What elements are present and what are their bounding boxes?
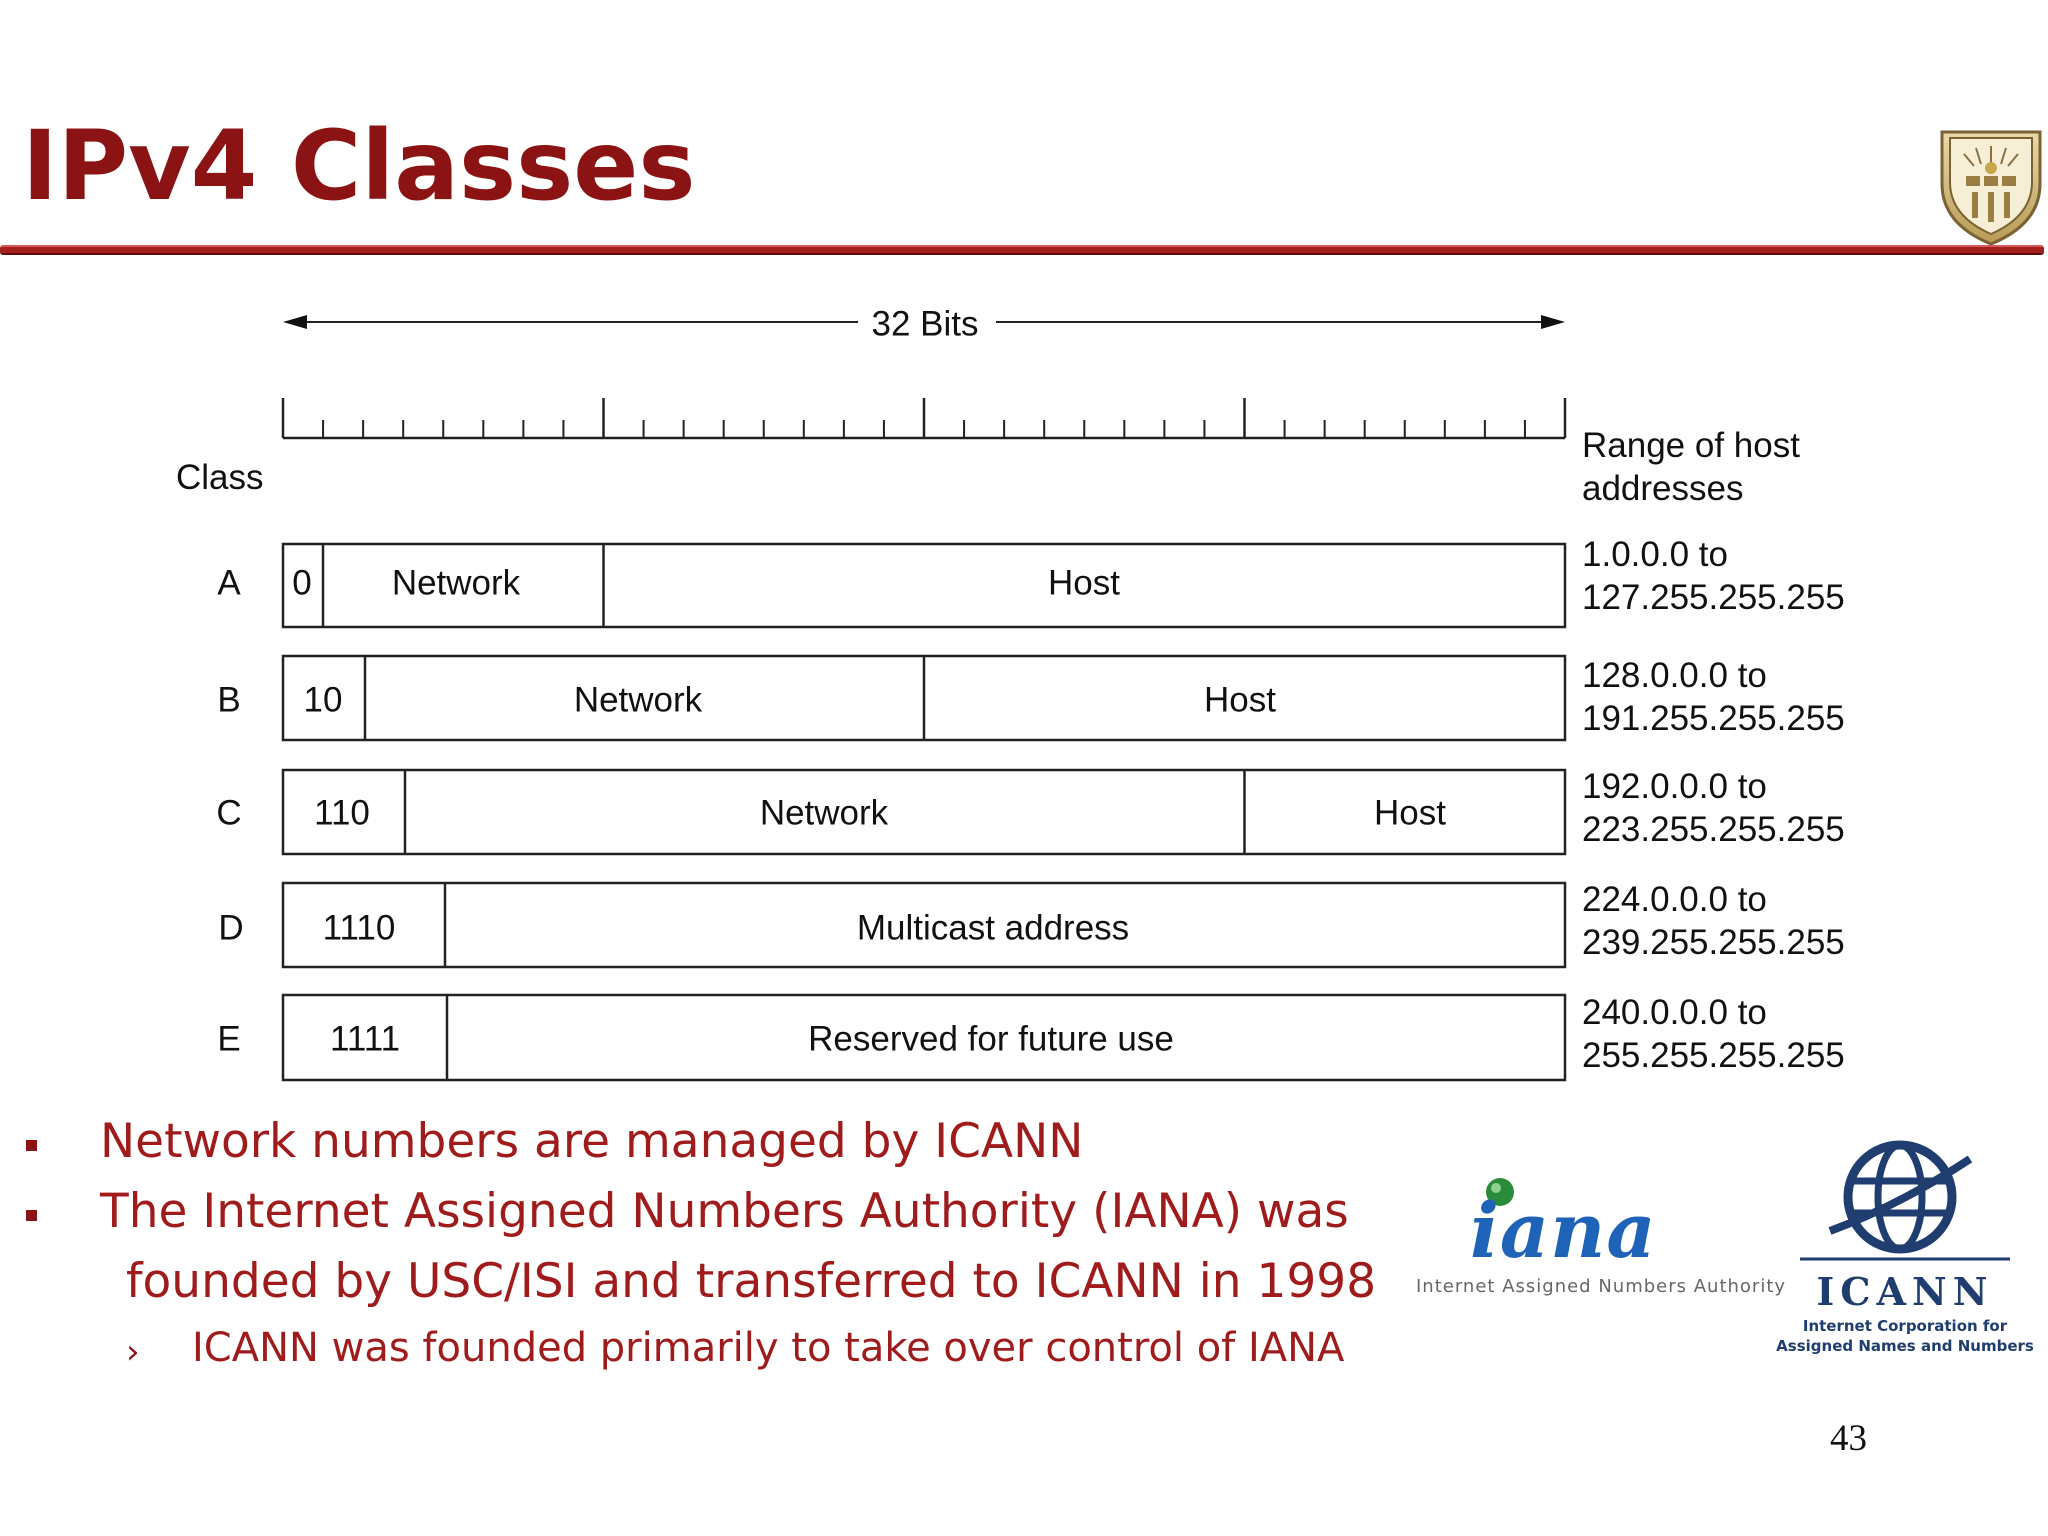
- class-label-c: C: [216, 793, 242, 833]
- sub-bullet-1: ICANN was founded primarily to take over control of IANA: [192, 1325, 1345, 1371]
- class-b-range-start: 128.0.0.0 to: [1582, 656, 1767, 695]
- class-b-range: [1582, 654, 1845, 740]
- arrow-left-head: [283, 315, 307, 329]
- arrow-right-head: [1541, 315, 1565, 329]
- range-header: [1582, 424, 1800, 510]
- icann-logo: [1770, 1135, 2040, 1365]
- bullet-2-continuation: founded by USC/ISI and transferred to ICANN in 1998: [126, 1254, 1377, 1309]
- class-b-range-end: 191.255.255.255: [1582, 699, 1845, 738]
- class-label-e: E: [217, 1019, 241, 1059]
- class-c-range-end: 223.255.255.255: [1582, 810, 1845, 849]
- class-label-d: D: [218, 908, 244, 948]
- class-e-range-start: 240.0.0.0 to: [1582, 993, 1767, 1032]
- iana-wordmark: iana: [1470, 1186, 1657, 1275]
- class-d-range-end: 239.255.255.255: [1582, 923, 1845, 962]
- class-a-range: [1582, 533, 1845, 619]
- page-number: 43: [1830, 1418, 1867, 1459]
- class-c-range: [1582, 765, 1845, 851]
- class-d-multicast-field: Multicast address: [856, 908, 1130, 948]
- class-e-range: [1582, 991, 1845, 1077]
- class-b-network-field: Network: [573, 680, 703, 720]
- slide-title: IPv4 Classes: [22, 110, 696, 222]
- bullet-marker-2: [26, 1210, 37, 1221]
- icann-caption-line-2: Assigned Names and Numbers: [1776, 1337, 2034, 1355]
- class-d-prefix: 1110: [322, 908, 396, 948]
- range-header-line-2: addresses: [1582, 469, 1744, 508]
- class-label-a: A: [217, 563, 241, 603]
- class-c-range-start: 192.0.0.0 to: [1582, 767, 1767, 806]
- class-a-range-end: 127.255.255.255: [1582, 578, 1845, 617]
- icann-caption-line-1: Internet Corporation for: [1802, 1317, 2008, 1335]
- class-c-host-field: Host: [1374, 793, 1446, 833]
- class-d-range: [1582, 878, 1845, 964]
- class-b-host-field: Host: [1204, 680, 1276, 720]
- class-c-network-field: Network: [759, 793, 889, 833]
- class-label-b: B: [217, 680, 241, 720]
- class-d-range-start: 224.0.0.0 to: [1582, 880, 1767, 919]
- class-c-prefix: 110: [314, 793, 370, 833]
- bullet-2: The Internet Assigned Numbers Authority (IANA) was: [100, 1184, 1349, 1239]
- bullet-1: Network numbers are managed by ICANN: [100, 1114, 1084, 1169]
- class-e-reserved-field: Reserved for future use: [808, 1019, 1174, 1059]
- class-e-range-end: 255.255.255.255: [1582, 1036, 1845, 1075]
- sub-bullet-chevron-icon: ›: [126, 1332, 140, 1372]
- class-a-prefix: 0: [292, 563, 312, 603]
- class-a-host-field: Host: [1048, 563, 1120, 603]
- class-a-range-start: 1.0.0.0 to: [1582, 535, 1728, 574]
- iana-logo: [1410, 1168, 1787, 1308]
- icann-wordmark: ICANN: [1816, 1269, 1994, 1314]
- class-e-prefix: 1111: [329, 1019, 401, 1059]
- iana-caption: Internet Assigned Numbers Authority: [1416, 1276, 1787, 1297]
- icann-globe-icon: [1770, 1135, 2040, 1275]
- class-a-network-field: Network: [391, 563, 521, 603]
- class-c-row-box: [283, 770, 1565, 854]
- class-header: Class: [176, 458, 264, 497]
- range-header-line-1: Range of host: [1582, 426, 1800, 465]
- icann-caption: [1770, 1316, 2040, 1356]
- bullet-marker-1: [26, 1140, 37, 1151]
- class-b-prefix: 10: [303, 680, 343, 720]
- bits-label: 32 Bits: [871, 304, 979, 344]
